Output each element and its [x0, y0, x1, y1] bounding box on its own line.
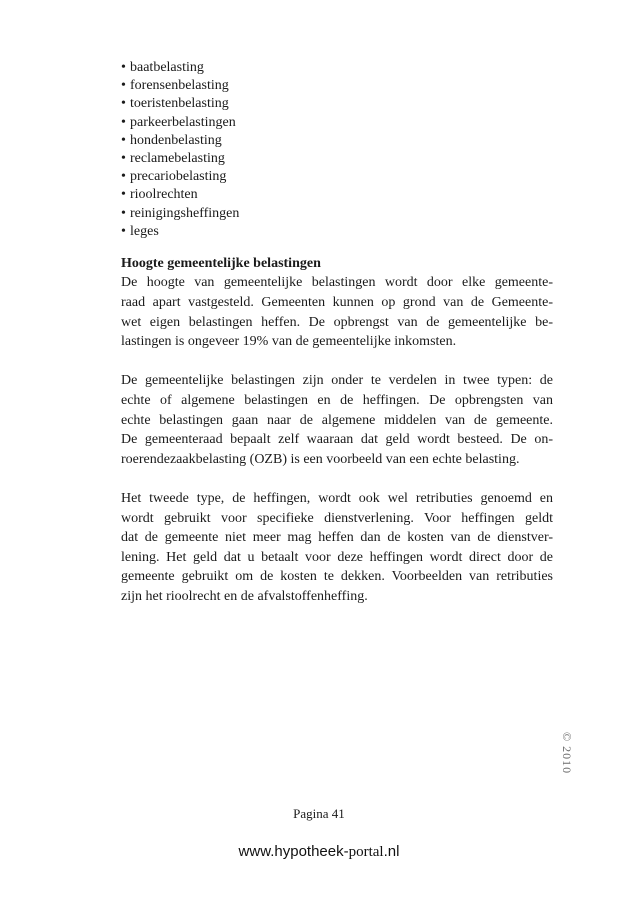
paragraph-line: wordt gebruikt voor specifieke dienstverlening. Voor heffingen geldt	[121, 510, 553, 526]
paragraph-line: raad apart vastgesteld. Gemeenten kunnen op grond van de Gemeente-	[121, 295, 553, 311]
paragraph-line: lastingen is ongeveer 19% van de gemeentelijke inkomsten.	[121, 334, 457, 350]
copyright-text: © 2010	[560, 732, 574, 775]
body-paragraph	[121, 489, 553, 607]
list-item-label: reinigingsheffingen	[130, 205, 240, 221]
body-paragraph	[121, 371, 553, 469]
list-item	[121, 205, 553, 223]
list-item-label: precariobelasting	[130, 169, 227, 185]
paragraph-line: lening. Het geld dat u betaalt voor deze heffingen wordt direct door de	[121, 549, 553, 565]
bullet-icon: •	[121, 187, 126, 203]
paragraph-line: De gemeentelijke belastingen zijn onder te verdelen in twee typen: de	[121, 373, 553, 389]
paragraph-line: Het tweede type, de heffingen, wordt ook wel retributies genoemd en	[121, 491, 553, 506]
page-number: Pagina 41	[293, 806, 345, 821]
bullet-icon: •	[121, 78, 126, 94]
list-item-label: parkeerbelastingen	[130, 114, 236, 130]
page-content	[121, 59, 553, 607]
bullet-icon: •	[121, 132, 126, 148]
list-item	[121, 168, 553, 186]
paragraph-line: De hoogte van gemeentelijke belastingen wordt door elke gemeente-	[121, 275, 553, 291]
list-item-label: reclamebelasting	[130, 150, 225, 166]
list-item-label: toeristenbelasting	[130, 96, 229, 112]
list-item	[121, 223, 553, 241]
bullet-icon: •	[121, 223, 126, 239]
tax-bullet-list	[121, 59, 553, 241]
list-item-label: rioolrechten	[130, 187, 198, 203]
paragraph-line: zijn het rioolrecht en de afvalstoffenheffing.	[121, 588, 368, 604]
website-brand[interactable]: portal	[348, 844, 384, 860]
list-item-label: leges	[130, 223, 159, 239]
paragraph-line: De gemeenteraad bepaalt zelf waaraan dat geld wordt besteed. De on-	[121, 432, 553, 448]
bullet-icon: •	[121, 96, 126, 112]
list-item	[121, 95, 553, 113]
list-item	[121, 186, 553, 204]
paragraph-line: gemeente gebruikt om de kosten te dekken. Voorbeelden van retributies	[121, 569, 553, 585]
paragraph-line: dat de gemeente niet meer mag heffen dan de kosten van de dienstver-	[121, 530, 553, 546]
paragraph-line: echte of algemene belastingen en de heffingen. De opbrengsten van	[121, 393, 553, 409]
bullet-icon: •	[121, 150, 126, 166]
section-heading: Hoogte gemeentelijke belastingen	[121, 255, 321, 271]
list-item	[121, 150, 553, 168]
bullet-icon: •	[121, 205, 126, 221]
list-item-label: baatbelasting	[130, 60, 204, 75]
bullet-icon: •	[121, 114, 126, 130]
bullet-icon: •	[121, 60, 126, 75]
list-item	[121, 114, 553, 132]
list-item	[121, 59, 553, 77]
website-host[interactable]: www.hypotheek-	[238, 843, 349, 860]
list-item-label: hondenbelasting	[130, 132, 222, 148]
list-item	[121, 77, 553, 95]
paragraph-line: wet eigen belastingen heffen. De opbrengst van de gemeentelijke be-	[121, 314, 553, 330]
paragraph-line: echte belastingen gaan naar de algemene middelen van de gemeente.	[121, 412, 553, 428]
website-link[interactable]	[0, 843, 638, 861]
section-body	[121, 273, 553, 606]
website-tld[interactable]: .nl	[383, 843, 400, 860]
paragraph-line: roerendezaakbelasting (OZB) is een voorbeeld van een echte belasting.	[121, 451, 520, 467]
list-item-label: forensenbelasting	[130, 78, 229, 94]
copyright-notice	[560, 732, 574, 776]
bullet-icon: •	[121, 169, 126, 185]
body-paragraph	[121, 273, 553, 351]
list-item	[121, 132, 553, 150]
